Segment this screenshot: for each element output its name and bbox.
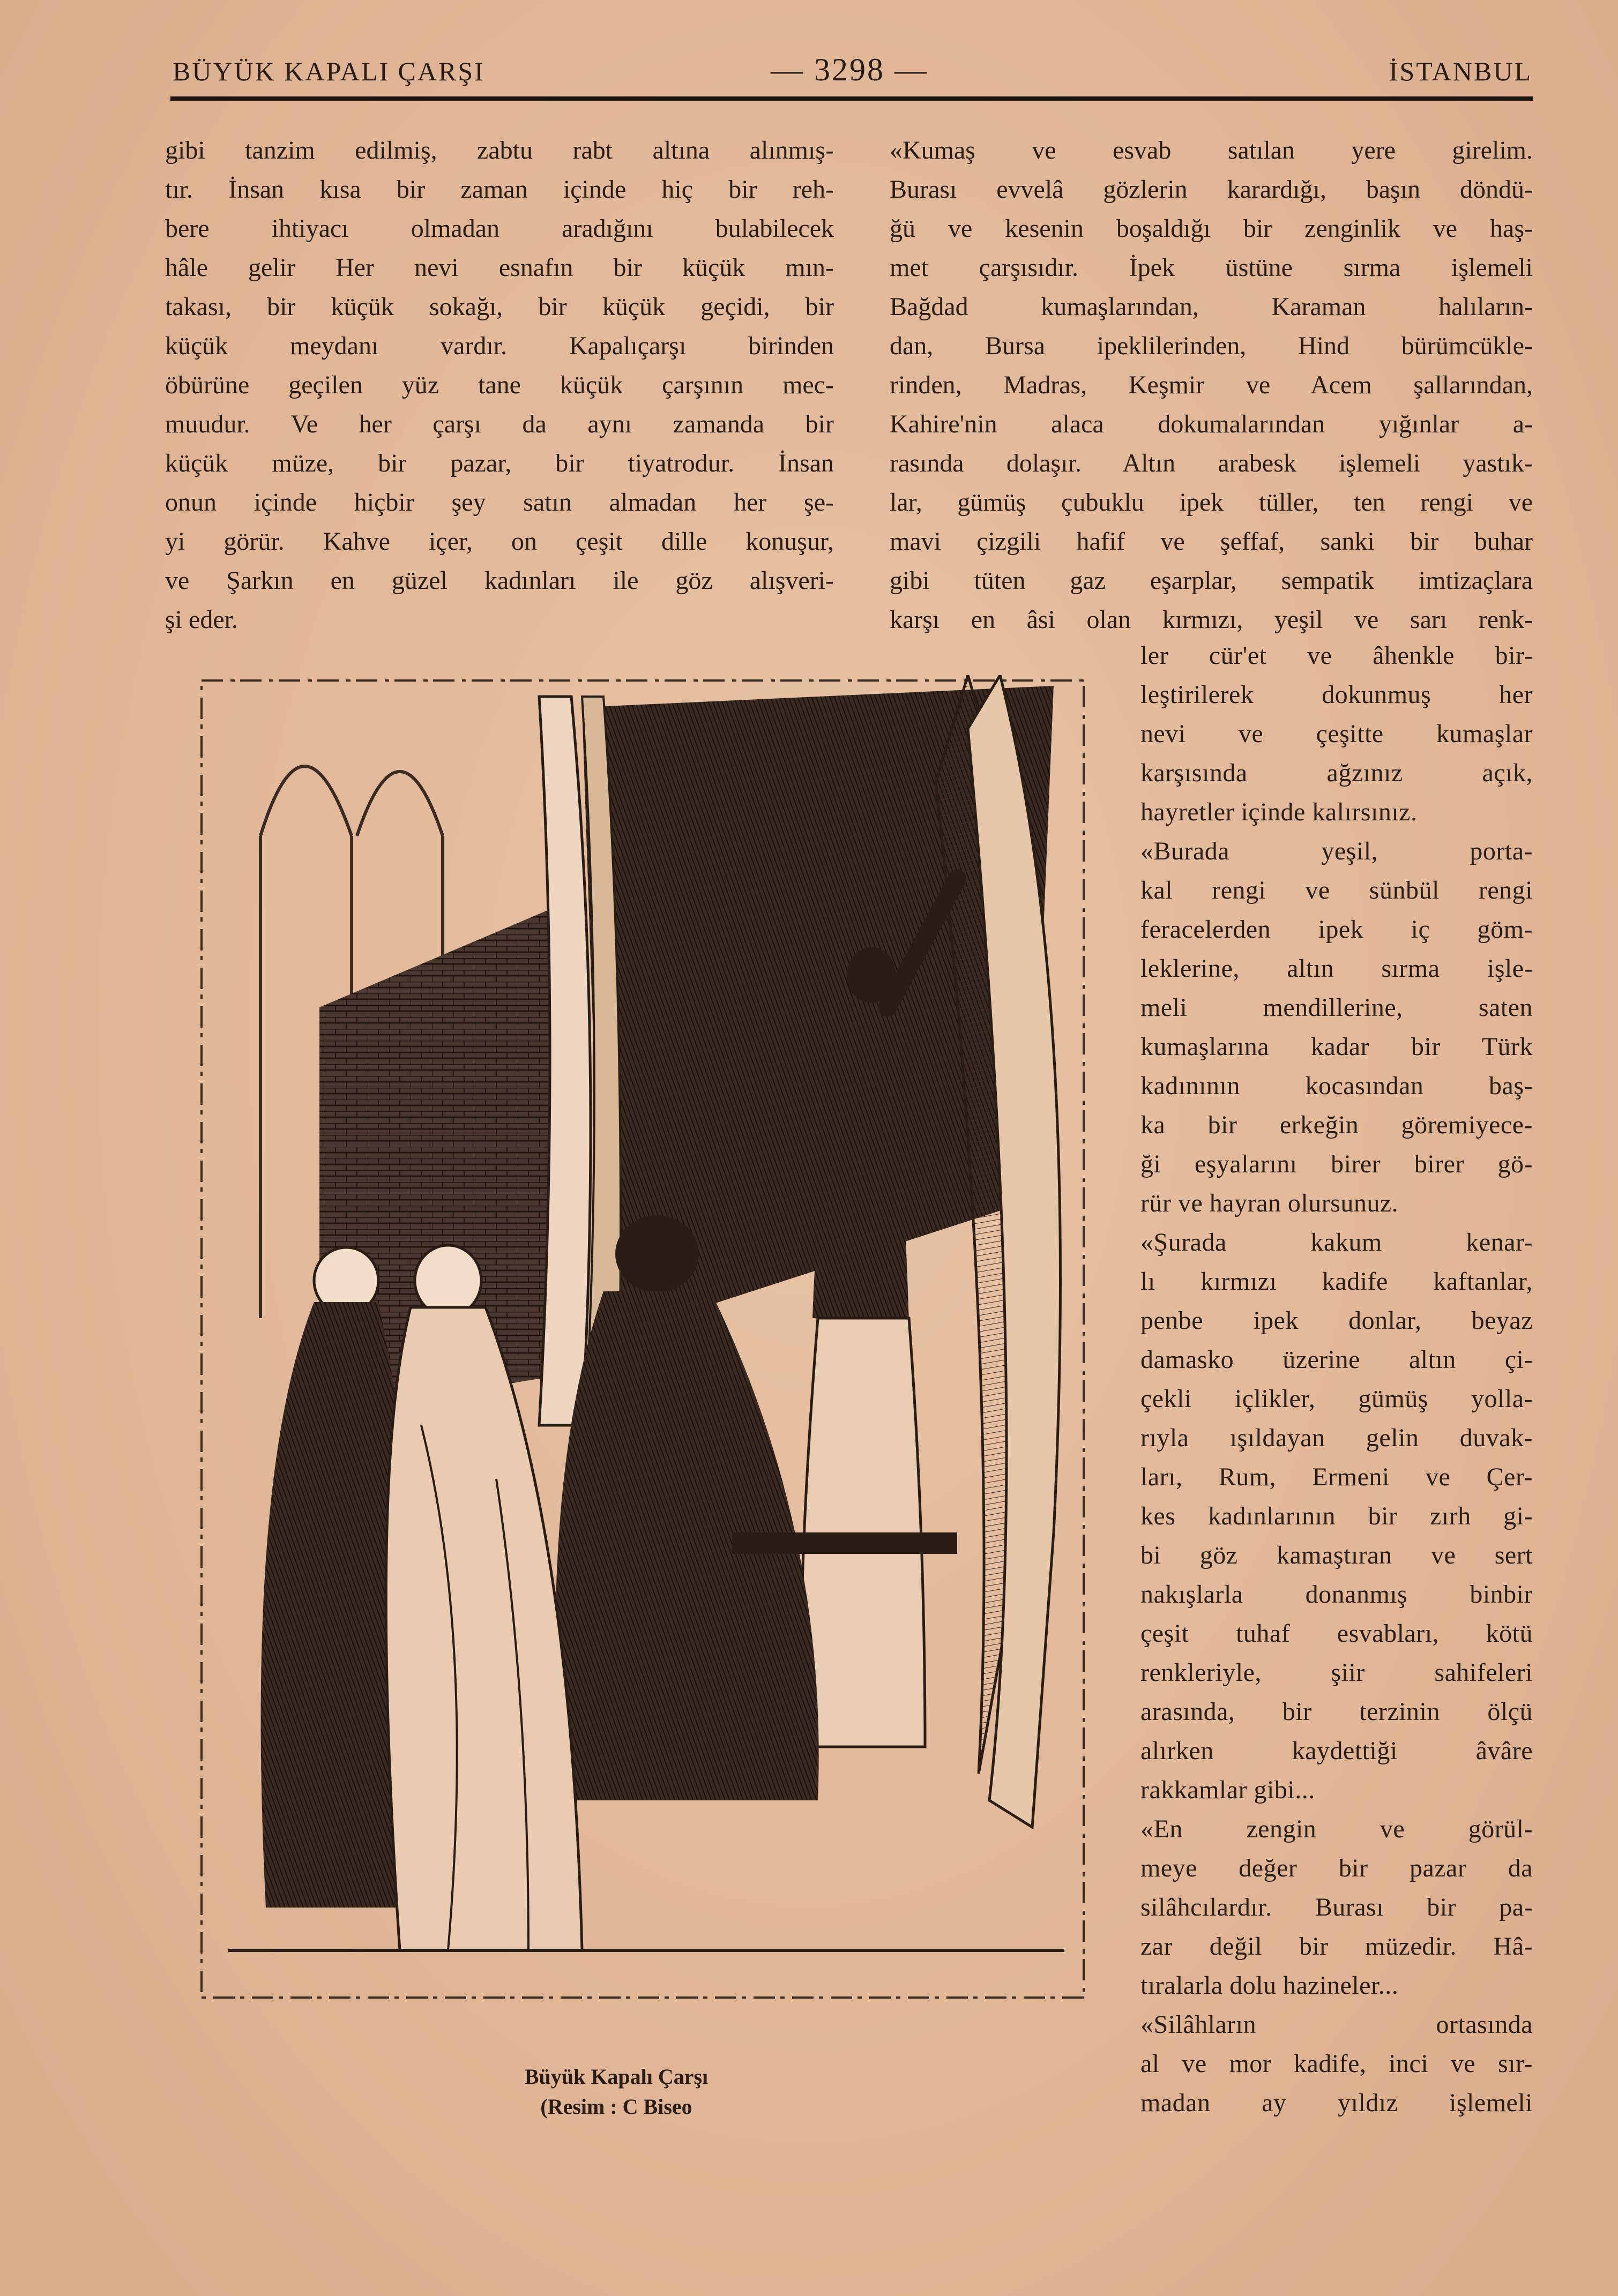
caption-title: Büyük Kapalı Çarşı: [524, 2065, 709, 2089]
text-line: kadınının kocasından baş-: [1140, 1072, 1533, 1100]
text-line: rakkamlar gibi...: [1140, 1776, 1315, 1804]
text-line: meli mendillerine, saten: [1140, 993, 1533, 1022]
text-line: «Kumaş ve esvab satılan yere girelim.: [890, 136, 1533, 164]
text-line: takası, bir küçük sokağı, bir küçük geçidi, bir: [165, 293, 834, 321]
text-line: çekli içlikler, gümüş yolla-: [1140, 1385, 1533, 1413]
text-line: penbe ipek donlar, beyaz: [1140, 1306, 1533, 1335]
text-line: nevi ve çeşitte kumaşlar: [1140, 720, 1533, 748]
header-right-title: İSTANBUL: [1389, 56, 1532, 86]
text-line: silâhcılardır. Burası bir pa-: [1140, 1893, 1533, 1921]
text-line: onun içinde hiçbir şey satın almadan her şe-: [165, 488, 834, 517]
text-line: Burası evvelâ gözlerin karardığı, başın döndü-: [890, 175, 1533, 204]
text-line: yi görür. Kahve içer, on çeşit dille konuşur,: [165, 527, 834, 556]
text-line: nakışlarla donanmış binbir: [1140, 1580, 1533, 1609]
text-line: şi eder.: [165, 605, 238, 634]
text-line: gibi tanzim edilmiş, zabtu rabt altına alınmış-: [165, 136, 834, 164]
text-line: kal rengi ve sünbül rengi: [1140, 876, 1533, 904]
text-line: mavi çizgili hafif ve şeffaf, sanki bir buhar: [890, 527, 1533, 556]
text-line: çeşit tuhaf esvabları, kötü: [1140, 1619, 1533, 1648]
text-line: feracelerden ipek iç göm-: [1140, 915, 1533, 944]
text-line: karşı en âsi olan kırmızı, yeşil ve sarı renk-: [890, 605, 1533, 634]
text-line: karşısında ağzınız açık,: [1140, 759, 1533, 787]
text-line: ları, Rum, Ermeni ve Çer-: [1140, 1463, 1533, 1491]
text-line: ka bir erkeğin göremiyece-: [1140, 1111, 1533, 1139]
text-line: küçük meydanı vardır. Kapalıçarşı birinden: [165, 332, 834, 360]
text-line: ler cür'et ve âhenkle bir-: [1140, 641, 1533, 670]
left-text-column: [165, 131, 834, 639]
text-line: al ve mor kadife, inci ve sır-: [1140, 2050, 1533, 2078]
text-line: rinden, Madras, Keşmir ve Acem şallarından,: [890, 371, 1533, 399]
text-line: alırken kaydettiği âvâre: [1140, 1737, 1533, 1765]
text-line: ve Şarkın en güzel kadınları ile göz alışveri-: [165, 566, 834, 595]
figure-caption: [482, 2062, 750, 2122]
text-line: «Silâhların ortasında: [1140, 2010, 1533, 2039]
text-line: «En zengin ve görül-: [1140, 1815, 1533, 1843]
text-line: zar değil bir müzedir. Hâ-: [1140, 1932, 1533, 1961]
text-line: «Burada yeşil, porta-: [1140, 837, 1533, 865]
text-line: öbürüne geçilen yüz tane küçük çarşının mec-: [165, 371, 834, 399]
text-line: kumaşlarına kadar bir Türk: [1140, 1033, 1533, 1061]
text-line: arasında, bir terzinin ölçü: [1140, 1697, 1533, 1726]
right-text-column-narrow: [1140, 636, 1533, 2122]
text-line: muudur. Ve her çarşı da aynı zamanda bir: [165, 410, 834, 438]
text-line: gibi tüten gaz eşarplar, sempatik imtizaçlara: [890, 566, 1533, 595]
caption-credit: (Resim : C Biseo: [540, 2095, 692, 2119]
text-line: «Şurada kakum kenar-: [1140, 1228, 1533, 1257]
text-line: tır. İnsan kısa bir zaman içinde hiç bir reh-: [165, 175, 834, 204]
text-line: bere ihtiyacı olmadan aradığını bulabilecek: [165, 214, 834, 243]
text-line: ğü ve kesenin boşaldığı bir zenginlik ve haş-: [890, 214, 1533, 243]
text-line: rasında dolaşır. Altın arabesk işlemeli yastık-: [890, 449, 1533, 477]
text-line: meye değer bir pazar da: [1140, 1854, 1533, 1882]
header-rule: [170, 96, 1533, 101]
text-line: ği eşyalarını birer birer gö-: [1140, 1150, 1533, 1178]
text-line: leklerine, altın sırma işle-: [1140, 954, 1533, 983]
bazaar-engraving-illustration: [196, 675, 1089, 2003]
text-line: madan ay yıldız işlemeli: [1140, 2089, 1533, 2117]
text-line: lı kırmızı kadife kaftanlar,: [1140, 1267, 1533, 1296]
text-line: hâle gelir Her nevi esnafın bir küçük mın-: [165, 253, 834, 282]
page-number: — 3298 —: [771, 52, 928, 87]
text-line: leştirilerek dokunmuş her: [1140, 680, 1533, 709]
text-line: rıyla ışıldayan gelin duvak-: [1140, 1424, 1533, 1452]
text-line: Bağdad kumaşlarından, Karaman halıların-: [890, 293, 1533, 321]
text-line: kes kadınlarının bir zırh gi-: [1140, 1502, 1533, 1530]
text-line: rür ve hayran olursunuz.: [1140, 1189, 1399, 1217]
text-line: lar, gümüş çubuklu ipek tüller, ten rengi ve: [890, 488, 1533, 517]
text-line: dan, Bursa ipeklilerinden, Hind bürümcükle-: [890, 332, 1533, 360]
right-text-column-top: [890, 131, 1533, 639]
text-line: bi göz kamaştıran ve sert: [1140, 1541, 1533, 1569]
text-line: küçük müze, bir pazar, bir tiyatrodur. İnsan: [165, 449, 834, 477]
text-line: renkleriyle, şiir sahifeleri: [1140, 1658, 1533, 1687]
text-line: met çarşısıdır. İpek üstüne sırma işlemeli: [890, 253, 1533, 282]
text-line: tıralarla dolu hazineler...: [1140, 1971, 1399, 2000]
text-line: damasko üzerine altın çi-: [1140, 1345, 1533, 1374]
text-line: hayretler içinde kalırsınız.: [1140, 798, 1418, 826]
header-left-title: BÜYÜK KAPALI ÇARŞI: [173, 56, 485, 86]
text-line: Kahire'nin alaca dokumalarından yığınlar a-: [890, 410, 1533, 438]
running-header: [170, 51, 1533, 94]
